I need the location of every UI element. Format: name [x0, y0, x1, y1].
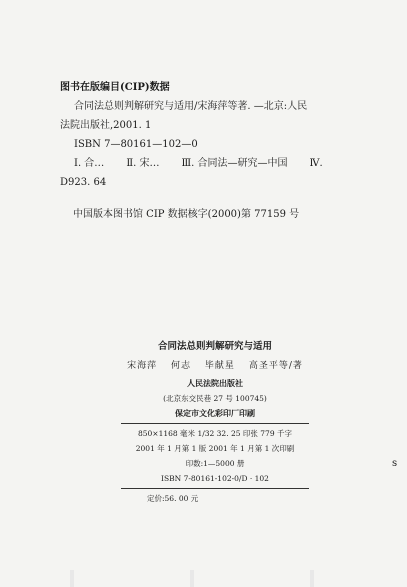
edition-info: 2001 年 1 月第 1 版 2001 年 1 月第 1 次印刷: [135, 444, 295, 453]
publisher-address: (北京东交民巷 27 号 100745): [163, 394, 267, 403]
authors-line: [95, 358, 335, 371]
divider: [121, 488, 309, 489]
book-title: 合同法总则判解研究与适用: [157, 341, 272, 352]
printer: 保定市文化彩印厂印刷: [175, 408, 255, 418]
divider: [121, 423, 309, 424]
cip-publisher-line: 法院出版社,2001. 1: [60, 120, 152, 131]
imprint-isbn: ISBN 7-80161-102-0/D · 102: [161, 474, 269, 483]
cip-data-block: [60, 78, 390, 192]
cip-heading: 图书在版编目(CIP)数据: [60, 82, 170, 93]
cip-isbn: ISBN 7—80161—102—0: [74, 139, 198, 150]
print-run: 印数:1—5000 册: [185, 459, 245, 468]
margin-mark: s: [392, 458, 398, 469]
imprint-block: [95, 338, 335, 506]
scan-edge-noise: [0, 570, 407, 587]
author-3: 毕献星: [204, 361, 235, 371]
cip-class-3: Ⅲ. 合同法—研究—中国: [181, 158, 288, 169]
cip-class-4: Ⅳ.: [309, 158, 323, 169]
cip-classification: [60, 154, 390, 173]
publisher: 人民法院出版社: [187, 378, 243, 388]
cip-title-line: 合同法总则判解研究与适用/宋海萍等著. —北京:人民: [74, 101, 308, 112]
cip-class-1: Ⅰ. 合…: [74, 158, 105, 169]
cip-class-2: Ⅱ. 宋…: [126, 158, 160, 169]
national-library-cip-number: 中国版本图书馆 CIP 数据核字(2000)第 77159 号: [73, 209, 300, 220]
price: 定价:56. 00 元: [147, 494, 199, 503]
author-2: 何志: [171, 361, 192, 371]
author-1: 宋海萍: [127, 361, 158, 371]
cip-clc-number: D923. 64: [60, 177, 107, 188]
format-info: 850×1168 毫米 1/32 32. 25 印张 779 千字: [137, 429, 292, 438]
author-4: 高圣平等/著: [248, 361, 303, 371]
